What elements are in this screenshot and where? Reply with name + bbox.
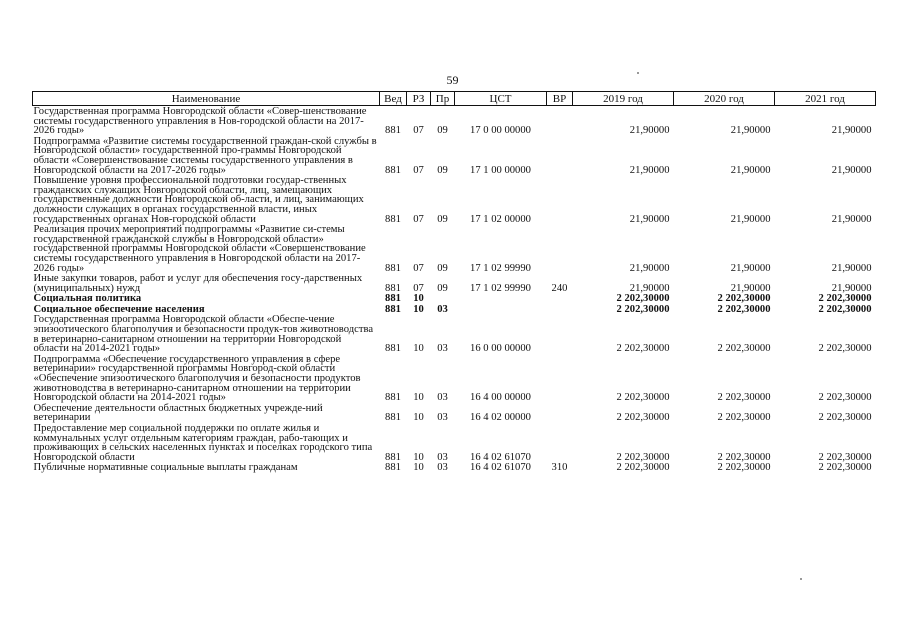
cell-ved: 881 bbox=[385, 213, 401, 225]
cell-ved: 881 bbox=[385, 392, 401, 404]
cell-2020: 2 202,30000 bbox=[717, 293, 771, 305]
cell-ved: 881 bbox=[385, 462, 401, 474]
header-pr: Пр bbox=[431, 92, 455, 106]
cell-2019: 21,90000 bbox=[629, 213, 670, 225]
table-row bbox=[33, 273, 876, 293]
cell-2020: 21,90000 bbox=[730, 262, 771, 274]
cell-2019: 2 202,30000 bbox=[616, 392, 670, 404]
cell-name: Государственная программа Новгородской области «Совер-шенствование системы государственного управления в Нов-городской области на 2017-2026 годы» bbox=[33, 106, 367, 137]
cell-rz: 07 bbox=[413, 282, 424, 294]
cell-vr bbox=[547, 175, 573, 224]
header-2019: 2019 год bbox=[573, 92, 674, 106]
cell-pr: 09 bbox=[437, 213, 448, 225]
cell-ved: 881 bbox=[385, 451, 401, 463]
cell-pr: 09 bbox=[437, 262, 448, 274]
cell-pr: 09 bbox=[437, 282, 448, 294]
cell-2021: 21,90000 bbox=[831, 262, 872, 274]
table-body bbox=[33, 106, 876, 473]
table-row bbox=[33, 175, 876, 224]
cell-2020: 2 202,30000 bbox=[717, 303, 771, 315]
cell-2019: 21,90000 bbox=[629, 125, 670, 137]
cell-2020: 21,90000 bbox=[730, 125, 771, 137]
header-ved: Вед bbox=[380, 92, 407, 106]
cell-vr bbox=[547, 136, 573, 175]
cell-2021: 2 202,30000 bbox=[818, 462, 872, 474]
cell-2021: 2 202,30000 bbox=[818, 451, 872, 463]
cell-2020: 21,90000 bbox=[730, 164, 771, 176]
table-row bbox=[33, 293, 876, 304]
cell-2021: 2 202,30000 bbox=[818, 343, 872, 355]
table-row bbox=[33, 354, 876, 403]
table-row bbox=[33, 136, 876, 175]
cell-2019: 2 202,30000 bbox=[616, 462, 670, 474]
cell-ved: 881 bbox=[385, 282, 401, 294]
cell-2021: 21,90000 bbox=[831, 213, 872, 225]
header-row bbox=[33, 92, 876, 106]
cell-2021: 2 202,30000 bbox=[818, 303, 872, 315]
cell-pr: 03 bbox=[437, 412, 448, 424]
table-row bbox=[33, 314, 876, 353]
cell-name: Социальное обеспечение населения bbox=[33, 303, 205, 315]
cell-rz: 10 bbox=[413, 392, 424, 404]
cell-2021: 2 202,30000 bbox=[818, 392, 872, 404]
cell-rz: 07 bbox=[413, 262, 424, 274]
page-number: 59 bbox=[446, 73, 459, 87]
cell-2019: 2 202,30000 bbox=[616, 412, 670, 424]
cell-vr: 240 bbox=[551, 282, 568, 294]
cell-rz: 10 bbox=[413, 303, 424, 315]
cell-name: Подпрограмма «Развитие системы государственной граждан-ской службы в Новгородской области» государственной про-граммы Новгородской области «Совершенствование системы государственного управления в Новгородской области на 2017-2026 годы» bbox=[33, 135, 377, 176]
cell-rz: 07 bbox=[413, 164, 424, 176]
cell-rz: 07 bbox=[413, 213, 424, 225]
table-row bbox=[33, 423, 876, 462]
cell-name: Подпрограмма «Обеспечение государственного управления в сфере ветеринарии» государственной программы Новгород-ской области «Обеспечение эпизоотического благополучия и безопасности продуктов животноводства в ветеринарно-санитарном отношении на территории Новгородской области на 2014-2021 годы» bbox=[33, 353, 361, 404]
cell-ved: 881 bbox=[385, 293, 401, 305]
cell-rz: 07 bbox=[413, 125, 424, 137]
cell-vr bbox=[547, 293, 573, 304]
cell-2021: 21,90000 bbox=[831, 282, 872, 294]
cell-cst: 17 1 02 99990 bbox=[470, 262, 531, 274]
cell-2020: 2 202,30000 bbox=[717, 343, 771, 355]
cell-2020: 21,90000 bbox=[730, 282, 771, 294]
cell-vr bbox=[547, 403, 573, 423]
cell-name: Повышение уровня профессиональной подготовки государ-ственных гражданских служащих Новгородской области, лиц, замещающих государственные должности Новгородской об-ласти, и лиц, занимающих должности служащих в органах государственной власти, иных государственных органах Нов-городской области bbox=[33, 175, 364, 225]
cell-cst: 16 4 00 00000 bbox=[470, 392, 531, 404]
table-row bbox=[33, 224, 876, 273]
cell-2019: 2 202,30000 bbox=[616, 451, 670, 463]
cell-2021: 2 202,30000 bbox=[818, 412, 872, 424]
cell-ved: 881 bbox=[385, 262, 401, 274]
cell-pr: 03 bbox=[437, 451, 448, 463]
cell-pr: 03 bbox=[437, 392, 448, 404]
cell-2020: 2 202,30000 bbox=[717, 392, 771, 404]
cell-pr: 09 bbox=[437, 125, 448, 137]
cell-cst: 16 4 02 61070 bbox=[470, 462, 531, 474]
cell-cst: 16 4 02 00000 bbox=[470, 412, 531, 424]
table-row bbox=[33, 106, 876, 136]
header-cst: ЦСТ bbox=[455, 92, 547, 106]
cell-vr bbox=[547, 224, 573, 273]
cell-2019: 21,90000 bbox=[629, 164, 670, 176]
cell-pr: 03 bbox=[437, 303, 448, 315]
cell-ved: 881 bbox=[385, 303, 401, 315]
header-2021: 2021 год bbox=[775, 92, 876, 106]
cell-2020: 2 202,30000 bbox=[717, 412, 771, 424]
table-row bbox=[33, 403, 876, 423]
cell-cst: 16 4 02 61070 bbox=[470, 451, 531, 463]
cell-vr bbox=[547, 354, 573, 403]
budget-table bbox=[32, 91, 876, 473]
cell-2021: 21,90000 bbox=[831, 125, 872, 137]
cell-cst: 17 0 00 00000 bbox=[470, 125, 531, 137]
cell-2019: 2 202,30000 bbox=[616, 343, 670, 355]
cell-cst: 17 1 02 99990 bbox=[470, 282, 531, 294]
cell-name: Предоставление мер социальной поддержки по оплате жилья и коммунальных услуг отдельным категориям граждан, рабо-тающих и проживающих в сельских населенных пунктах и поселках городского типа Новгородской области bbox=[33, 423, 373, 463]
cell-name: Публичные нормативные социальные выплаты гражданам bbox=[33, 462, 298, 474]
cell-ved: 881 bbox=[385, 412, 401, 424]
cell-cst bbox=[455, 293, 547, 304]
cell-rz: 10 bbox=[413, 293, 424, 305]
cell-2021: 2 202,30000 bbox=[818, 293, 872, 305]
cell-rz: 10 bbox=[413, 343, 424, 355]
cell-vr: 310 bbox=[551, 462, 568, 474]
cell-pr: 03 bbox=[437, 343, 448, 355]
cell-2019: 21,90000 bbox=[629, 262, 670, 274]
cell-2020: 2 202,30000 bbox=[717, 451, 771, 463]
cell-pr bbox=[431, 293, 455, 304]
header-name: Наименование bbox=[33, 92, 380, 106]
cell-name: Обеспечение деятельности областных бюджетных учрежде-ний ветеринарии bbox=[33, 402, 323, 424]
cell-vr bbox=[547, 423, 573, 462]
header-rz: РЗ bbox=[407, 92, 431, 106]
cell-ved: 881 bbox=[385, 343, 401, 355]
cell-2020: 21,90000 bbox=[730, 213, 771, 225]
cell-cst: 16 0 00 00000 bbox=[470, 343, 531, 355]
table-row bbox=[33, 304, 876, 315]
cell-ved: 881 bbox=[385, 125, 401, 137]
header-vr: ВР bbox=[547, 92, 573, 106]
cell-2020: 2 202,30000 bbox=[717, 462, 771, 474]
cell-rz: 10 bbox=[413, 451, 424, 463]
cell-pr: 03 bbox=[437, 462, 448, 474]
cell-vr bbox=[547, 314, 573, 353]
cell-cst bbox=[455, 304, 547, 315]
header-2020: 2020 год bbox=[674, 92, 775, 106]
cell-2021: 21,90000 bbox=[831, 164, 872, 176]
cell-ved: 881 bbox=[385, 164, 401, 176]
cell-name: Социальная политика bbox=[33, 293, 142, 305]
cell-rz: 10 bbox=[413, 412, 424, 424]
cell-pr: 09 bbox=[437, 164, 448, 176]
cell-2019: 2 202,30000 bbox=[616, 303, 670, 315]
cell-cst: 17 1 02 00000 bbox=[470, 213, 531, 225]
cell-2019: 2 202,30000 bbox=[616, 293, 670, 305]
cell-vr bbox=[547, 304, 573, 315]
cell-2019: 21,90000 bbox=[629, 282, 670, 294]
scan-speck bbox=[800, 578, 802, 580]
cell-name: Реализация прочих мероприятий подпрограммы «Развитие си-стемы государственной гражданской службы в Новгородской области» государственной программы Новгородской области «Совершенствование системы государственного управления в Новгородской области на 2017-2026 годы» bbox=[33, 224, 366, 274]
cell-vr bbox=[547, 106, 573, 136]
cell-cst: 17 1 00 00000 bbox=[470, 164, 531, 176]
cell-rz: 10 bbox=[413, 462, 424, 474]
cell-name: Государственная программа Новгородской области «Обеспе-чение эпизоотического благополучия и безопасности продук-тов животноводства в ветеринарно-санитарном отношении на территории Новгородской области на 2014-2021 годы» bbox=[33, 314, 374, 355]
cell-name: Иные закупки товаров, работ и услуг для обеспечения госу-дарственных (муниципальных) нужд bbox=[33, 273, 363, 294]
scan-speck bbox=[637, 72, 639, 74]
table-row bbox=[33, 462, 876, 473]
